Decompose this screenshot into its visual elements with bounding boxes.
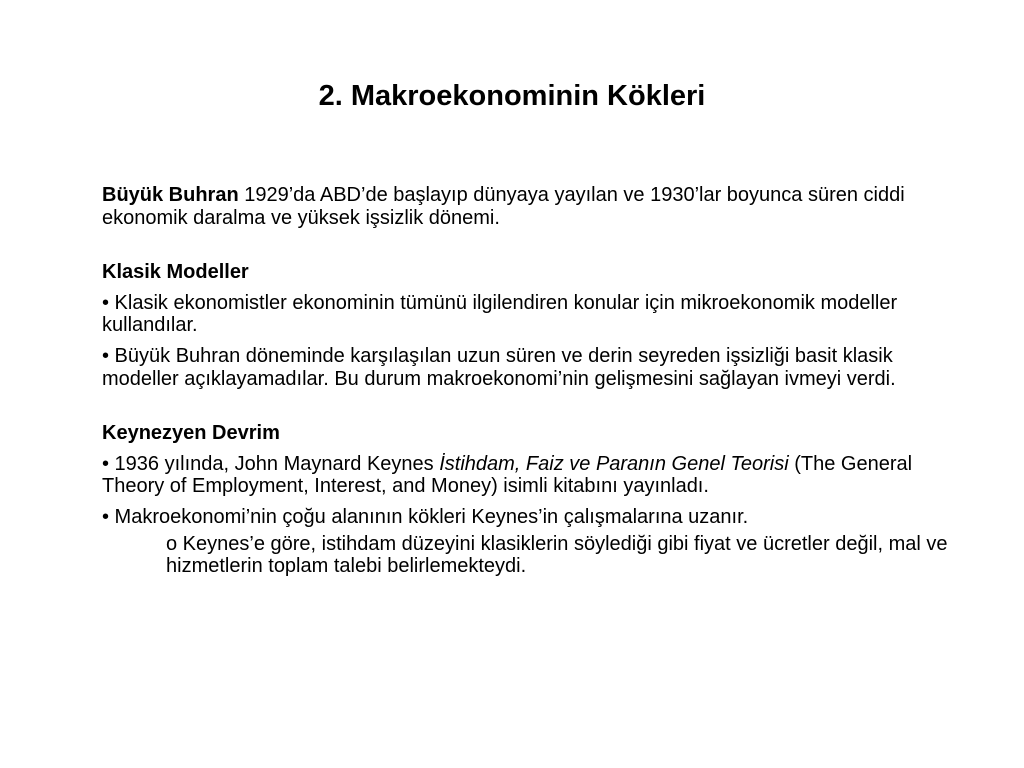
klasik-heading-text: Klasik Modeller — [102, 261, 249, 284]
keynes-heading-text: Keynezyen Devrim — [102, 422, 280, 445]
klasik-bullet-2: • Büyük Buhran döneminde karşılaşılan uzun süren ve derin seyreden işsizliği basit klasik modeller açıklayamadılar. Bu durum makroekonomi’nin gelişmesini sağlayan ivmeyi verdi. — [102, 344, 896, 390]
keynes-heading — [102, 422, 962, 445]
intro-text: 1929’da ABD’de başlayıp dünyaya yayılan ve 1930’lar boyunca süren ciddi ekonomik daralma ve yüksek işsizlik dönemi. — [102, 184, 905, 229]
keynes-bullet-1 — [102, 453, 962, 498]
keynes-bullet-1-pre: • 1936 yılında, John Maynard Keynes — [102, 452, 440, 475]
intro-term: Büyük Buhran — [102, 184, 239, 206]
intro-paragraph — [102, 184, 962, 229]
slide-body — [102, 184, 962, 578]
book-title: İstihdam, Faiz ve Paranın Genel Teorisi — [439, 452, 789, 475]
klasik-heading — [102, 261, 962, 284]
keynes-bullet-1-post: (The General Theory of Employment, Interest, and Money) isimli kitabını yayınladı. — [102, 452, 913, 498]
slide-title: 2. Makroekonominin Kökleri — [318, 80, 706, 112]
klasik-bullet-1: • Klasik ekonomistler ekonominin tümünü ilgilendiren konular için mikroekonomik modeller kullandılar. — [102, 291, 898, 337]
keynes-sub-bullet: o Keynes’e göre, istihdam düzeyini klasiklerin söylediği gibi fiyat ve ücretler değil, mal ve hizmetlerin toplam talebi belirlemekteydi. — [166, 532, 948, 578]
keynes-bullet-2: • Makroekonomi’nin çoğu alanının kökleri Keynes’in çalışmalarına uzanır. — [102, 505, 749, 528]
